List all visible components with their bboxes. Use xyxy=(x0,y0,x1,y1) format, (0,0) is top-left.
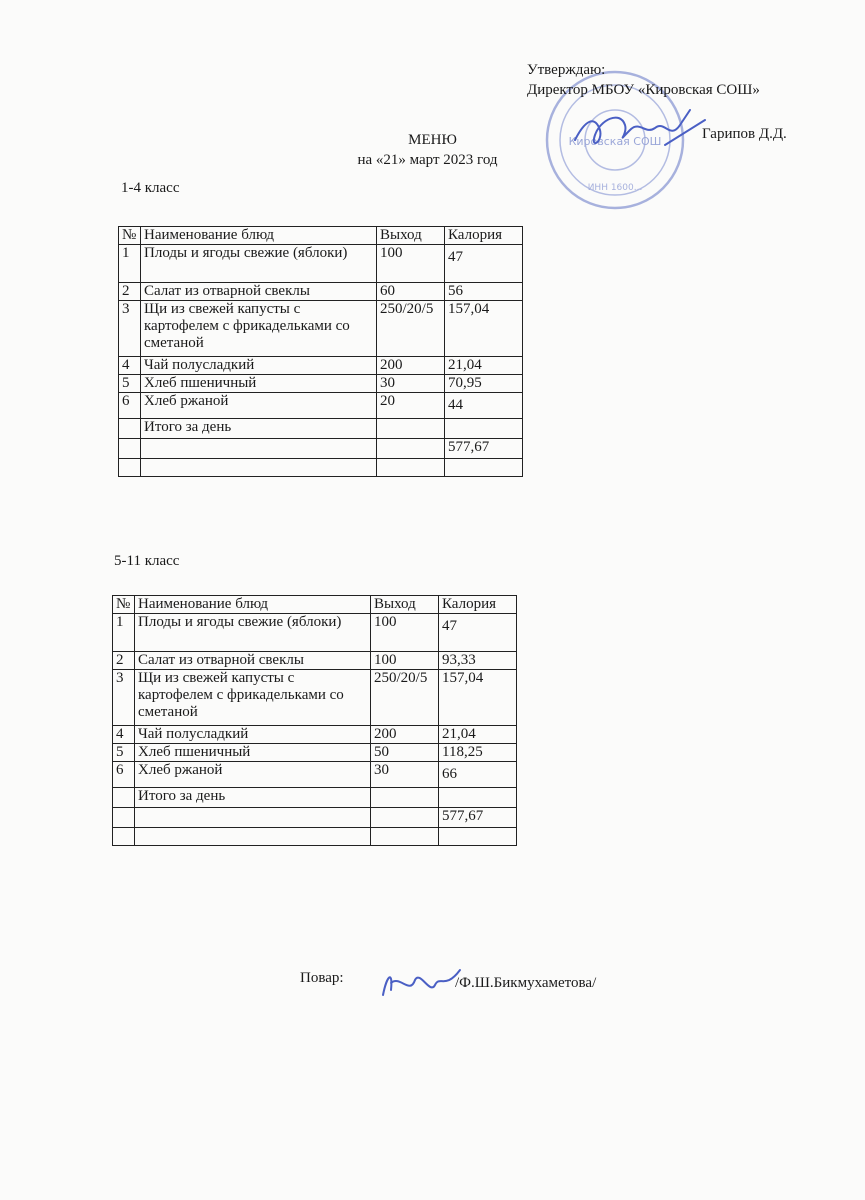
row-output: 20 xyxy=(377,393,445,419)
empty-cell xyxy=(113,828,135,846)
table-row xyxy=(119,245,523,283)
menu-table-5-11 xyxy=(112,595,517,846)
total-label: Итого за день xyxy=(135,788,371,808)
empty-cell xyxy=(439,788,517,808)
row-name: Хлеб ржаной xyxy=(141,393,377,419)
row-num: 5 xyxy=(119,375,141,393)
stamp-inn: ИНН 1600... xyxy=(587,183,643,193)
empty-cell xyxy=(371,808,439,828)
col-name-header: Наименование блюд xyxy=(135,596,371,614)
row-calories: 44 xyxy=(445,393,523,419)
empty-cell xyxy=(119,439,141,459)
approve-label: Утверждаю: xyxy=(527,62,606,78)
empty-cell xyxy=(141,459,377,477)
empty-cell xyxy=(113,808,135,828)
director-title: Директор МБОУ «Кировская СОШ» xyxy=(527,82,760,98)
row-output: 30 xyxy=(371,762,439,788)
table-header-row xyxy=(113,596,517,614)
row-output: 30 xyxy=(377,375,445,393)
row-num: 3 xyxy=(119,301,141,357)
row-output: 50 xyxy=(371,744,439,762)
empty-cell xyxy=(377,419,445,439)
table-row xyxy=(119,375,523,393)
row-calories: 66 xyxy=(439,762,517,788)
row-num: 6 xyxy=(119,393,141,419)
row-output: 250/20/5 xyxy=(377,301,445,357)
empty-cell xyxy=(377,439,445,459)
row-output: 100 xyxy=(371,614,439,652)
col-calories-header: Калория xyxy=(445,227,523,245)
col-num-header: № xyxy=(119,227,141,245)
menu-heading: МЕНЮ xyxy=(408,132,457,148)
table-row xyxy=(119,357,523,375)
approval-block xyxy=(527,60,760,100)
row-num: 6 xyxy=(113,762,135,788)
row-name: Плоды и ягоды свежие (яблоки) xyxy=(135,614,371,652)
col-num-header: № xyxy=(113,596,135,614)
empty-cell xyxy=(135,808,371,828)
row-num: 5 xyxy=(113,744,135,762)
col-name-header: Наименование блюд xyxy=(141,227,377,245)
empty-cell xyxy=(439,828,517,846)
total-value: 577,67 xyxy=(439,808,517,828)
row-output: 200 xyxy=(371,726,439,744)
total-value: 577,67 xyxy=(445,439,523,459)
row-calories: 47 xyxy=(439,614,517,652)
row-name: Чай полусладкий xyxy=(135,726,371,744)
row-num: 4 xyxy=(113,726,135,744)
total-value-row xyxy=(113,808,517,828)
row-name: Салат из отварной свеклы xyxy=(141,283,377,301)
menu-date: на «21» март 2023 год xyxy=(357,152,498,168)
table-row xyxy=(113,614,517,652)
row-calories: 47 xyxy=(445,245,523,283)
row-name: Хлеб пшеничный xyxy=(135,744,371,762)
col-calories-header: Калория xyxy=(439,596,517,614)
empty-row xyxy=(113,828,517,846)
row-calories: 70,95 xyxy=(445,375,523,393)
row-num: 1 xyxy=(113,614,135,652)
table-header-row xyxy=(119,227,523,245)
table-row xyxy=(113,744,517,762)
empty-cell xyxy=(371,788,439,808)
row-calories: 93,33 xyxy=(439,652,517,670)
class-label-1-4: 1-4 класс xyxy=(121,180,180,196)
total-value-row xyxy=(119,439,523,459)
table-row xyxy=(113,652,517,670)
menu-table-1-4 xyxy=(118,226,523,477)
table-row xyxy=(119,283,523,301)
row-calories: 157,04 xyxy=(439,670,517,726)
row-num: 3 xyxy=(113,670,135,726)
row-calories: 21,04 xyxy=(445,357,523,375)
total-row xyxy=(119,419,523,439)
class-label-5-11: 5-11 класс xyxy=(114,553,180,569)
director-name: Гарипов Д.Д. xyxy=(702,126,787,142)
cook-name: /Ф.Ш.Бикмухаметова/ xyxy=(455,975,597,991)
row-name: Салат из отварной свеклы xyxy=(135,652,371,670)
row-calories: 118,25 xyxy=(439,744,517,762)
row-output: 200 xyxy=(377,357,445,375)
empty-cell xyxy=(119,459,141,477)
empty-cell xyxy=(113,788,135,808)
row-output: 100 xyxy=(377,245,445,283)
table-row xyxy=(113,726,517,744)
stamp-text: Кировская СОШ xyxy=(568,135,662,148)
empty-cell xyxy=(377,459,445,477)
row-num: 4 xyxy=(119,357,141,375)
row-calories: 157,04 xyxy=(445,301,523,357)
cook-signature xyxy=(375,965,465,1005)
table-row xyxy=(113,670,517,726)
empty-cell xyxy=(445,459,523,477)
row-num: 2 xyxy=(119,283,141,301)
col-output-header: Выход xyxy=(377,227,445,245)
row-name: Щи из свежей капусты с картофелем с фрикадельками со сметаной xyxy=(135,670,371,726)
row-calories: 21,04 xyxy=(439,726,517,744)
cook-label: Повар: xyxy=(300,970,344,986)
empty-cell xyxy=(445,419,523,439)
total-label: Итого за день xyxy=(141,419,377,439)
empty-cell xyxy=(135,828,371,846)
row-name: Хлеб ржаной xyxy=(135,762,371,788)
empty-cell xyxy=(119,419,141,439)
table-row xyxy=(113,762,517,788)
row-name: Плоды и ягоды свежие (яблоки) xyxy=(141,245,377,283)
row-name: Щи из свежей капусты с картофелем с фрикадельками со сметаной xyxy=(141,301,377,357)
row-num: 1 xyxy=(119,245,141,283)
row-output: 60 xyxy=(377,283,445,301)
empty-row xyxy=(119,459,523,477)
empty-cell xyxy=(141,439,377,459)
total-row xyxy=(113,788,517,808)
table-row xyxy=(119,301,523,357)
row-num: 2 xyxy=(113,652,135,670)
empty-cell xyxy=(371,828,439,846)
row-name: Хлеб пшеничный xyxy=(141,375,377,393)
col-output-header: Выход xyxy=(371,596,439,614)
table-row xyxy=(119,393,523,419)
row-calories: 56 xyxy=(445,283,523,301)
document-title xyxy=(0,130,865,170)
row-output: 250/20/5 xyxy=(371,670,439,726)
row-output: 100 xyxy=(371,652,439,670)
row-name: Чай полусладкий xyxy=(141,357,377,375)
